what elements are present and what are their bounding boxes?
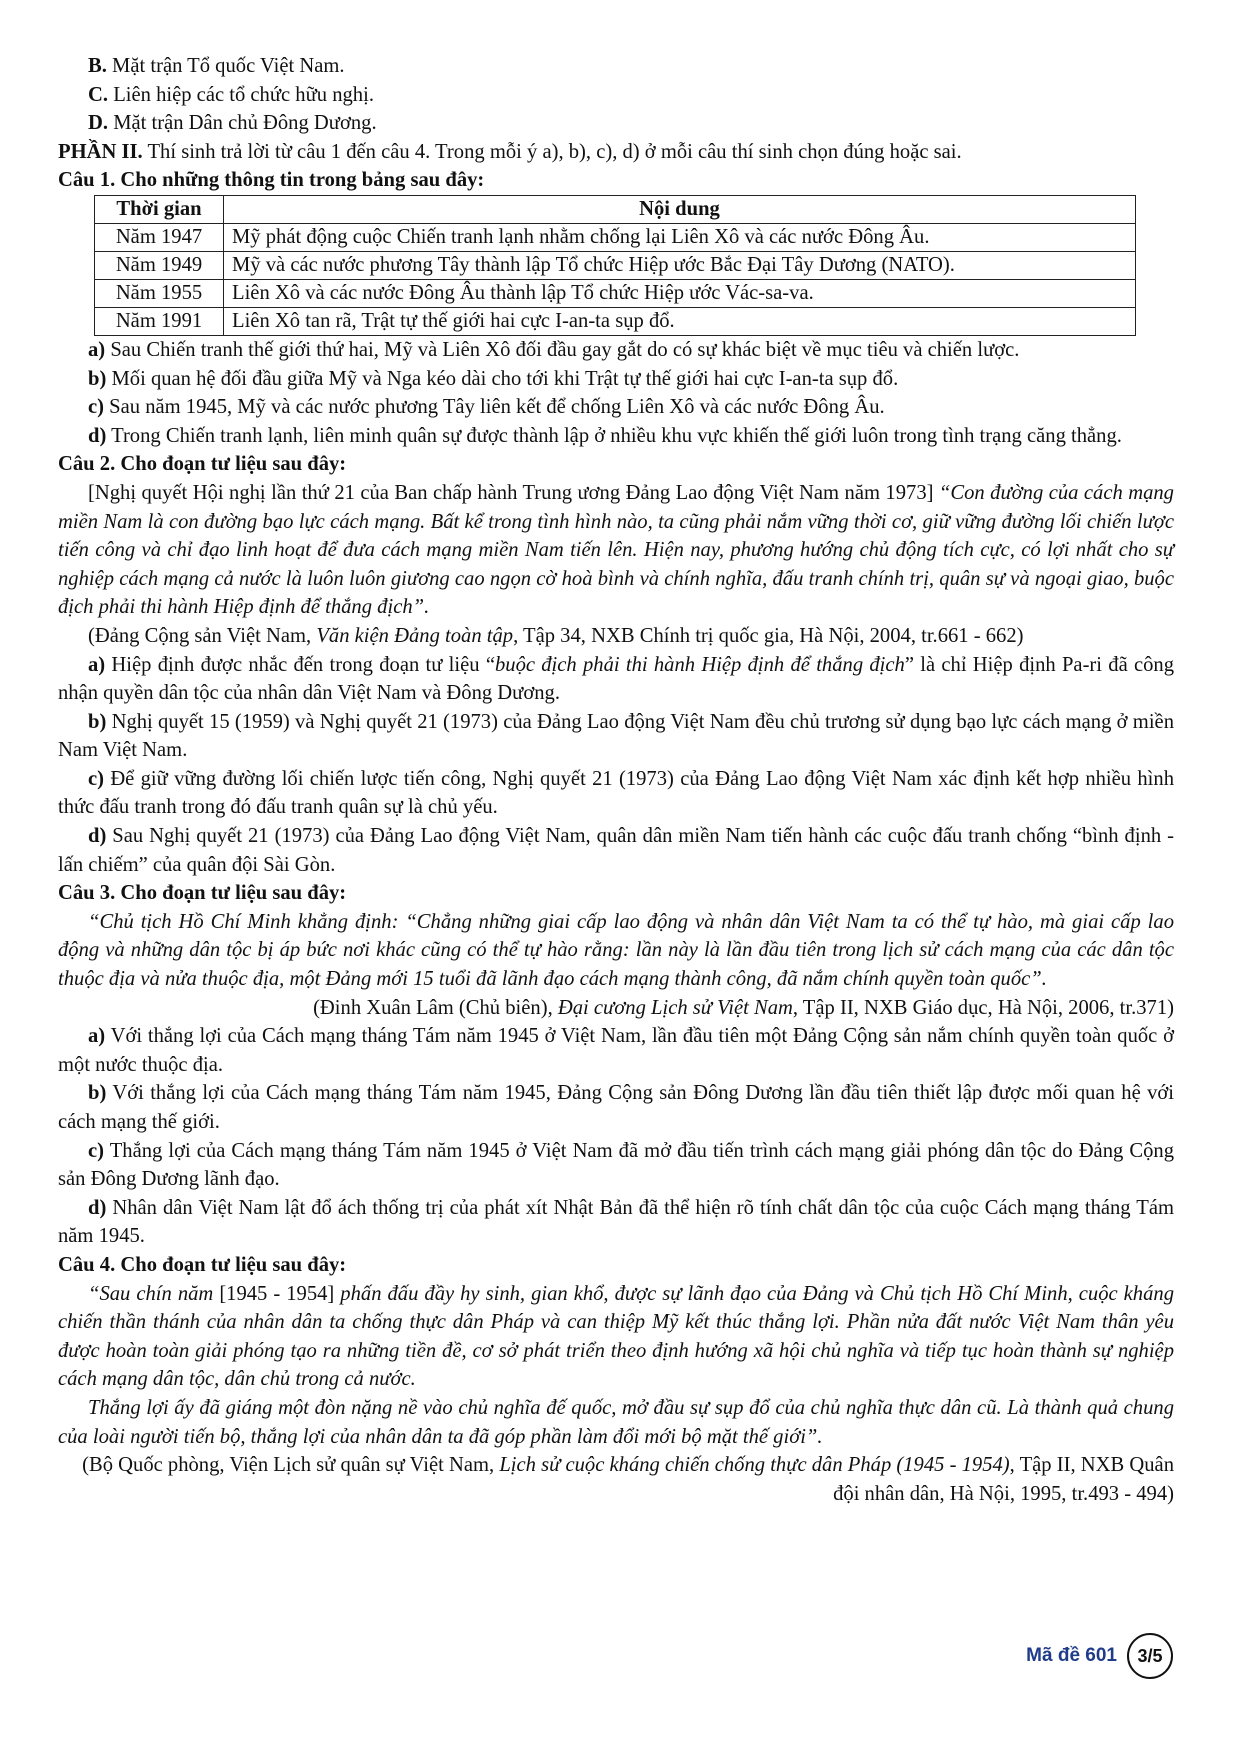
page-number: 3/5 xyxy=(1127,1633,1173,1679)
table-row xyxy=(95,279,1136,307)
table-row xyxy=(95,307,1136,335)
table-cell-content: Liên Xô tan rã, Trật tự thế giới hai cực I-an-ta sụp đổ. xyxy=(224,307,1136,335)
q1-statement-d: d) Trong Chiến tranh lạnh, liên minh quân sự được thành lập ở nhiều khu vực khiến thế giới luôn trong tình trạng căng thẳng. xyxy=(88,424,1122,447)
option-c: C. Liên hiệp các tổ chức hữu nghị. xyxy=(88,83,374,106)
q2-citation: (Đảng Cộng sản Việt Nam, Văn kiện Đảng toàn tập, Tập 34, NXB Chính trị quốc gia, Hà Nội, 2004, tr.661 - 662) xyxy=(88,624,1024,647)
exam-page xyxy=(58,52,1174,1508)
q3-source-passage: “Chủ tịch Hồ Chí Minh khẳng định: “Chẳng những giai cấp lao động và nhân dân Việt Nam ta có thể tự hào, mà giai cấp lao động và những dân tộc bị áp bức nơi khác cũng có thể tự hào rằng: lần này là lần đầu tiên trong lịch sử cách mạng của các dân tộc thuộc địa và nửa thuộc địa, một Đảng mới 15 tuổi đã lãnh đạo cách mạng thành công, đã nắm chính quyền toàn quốc”. xyxy=(58,910,1174,991)
q2-statement-b: b) Nghị quyết 15 (1959) và Nghị quyết 21 (1973) của Đảng Lao động Việt Nam đều chủ trương sử dụng bạo lực cách mạng ở miền Nam Việt Nam. xyxy=(58,710,1174,762)
exam-code: Mã đề 601 xyxy=(1026,1645,1117,1666)
q2-statement-a: a) Hiệp định được nhắc đến trong đoạn tư liệu “buộc địch phải thi hành Hiệp định để thắng địch” là chỉ Hiệp định Pa-ri đã công nhận quyền dân tộc của nhân dân Việt Nam và Đông Dương. xyxy=(58,653,1175,705)
q3-statement-a: a) Với thắng lợi của Cách mạng tháng Tám năm 1945 ở Việt Nam, lần đầu tiên một Đảng Cộng sản nắm chính quyền toàn quốc ở một nước thuộc địa. xyxy=(58,1025,1174,1076)
timeline-table xyxy=(94,195,1136,336)
q4-source-passage-2: Thắng lợi ấy đã giáng một đòn nặng nề vào chủ nghĩa đế quốc, mở đầu sự sụp đổ của chủ nghĩa thực dân cũ. Là thành quả chung của loài người tiến bộ, thắng lợi của nhân dân ta đã góp phần làm đổi mới bộ mặt thế giới”. xyxy=(58,1396,1174,1448)
table-cell-content: Liên Xô và các nước Đông Âu thành lập Tổ chức Hiệp ước Vác-sa-va. xyxy=(224,279,1136,307)
q2-source-passage: [Nghị quyết Hội nghị lần thứ 21 của Ban chấp hành Trung ương Đảng Lao động Việt Nam năm 1973] “Con đường của cách mạng miền Nam là con đường bạo lực cách mạng. Bất kể trong tình hình nào, ta cũng phải nắm vững thời cơ, giữ vững đường lối chiến lược tiến công và chỉ đạo linh hoạt để đưa cách mạng miền Nam tiến lên. Hiện nay, phương hướng chủ động tích cực, có lợi nhất cho sự nghiệp cách mạng cả nước là luôn luôn giương cao ngọn cờ hoà bình và chính nghĩa, đấu tranh chính trị, quân sự và ngoại giao, buộc địch phải thi hành Hiệp định để thắng địch”. xyxy=(58,481,1174,619)
table-cell-year: Năm 1947 xyxy=(95,223,224,251)
q1-statement-b: b) Mối quan hệ đối đầu giữa Mỹ và Nga kéo dài cho tới khi Trật tự thế giới hai cực I-an-ta sụp đổ. xyxy=(88,367,899,390)
table-header-row xyxy=(95,195,1136,223)
table-header-time: Thời gian xyxy=(95,195,224,223)
q2-statement-d: d) Sau Nghị quyết 21 (1973) của Đảng Lao động Việt Nam, quân dân miền Nam tiến hành các cuộc đấu tranh chống “bình định - lấn chiếm” của quân đội Sài Gòn. xyxy=(58,825,1174,876)
question-3-title: Câu 3. Cho đoạn tư liệu sau đây: xyxy=(58,882,347,905)
question-1-title: Câu 1. Cho những thông tin trong bảng sau đây: xyxy=(58,169,485,192)
question-4-title: Câu 4. Cho đoạn tư liệu sau đây: xyxy=(58,1253,347,1276)
table-cell-content: Mỹ phát động cuộc Chiến tranh lạnh nhằm chống lại Liên Xô và các nước Đông Âu. xyxy=(224,223,1136,251)
q4-citation: (Bộ Quốc phòng, Viện Lịch sử quân sự Việt Nam, Lịch sử cuộc kháng chiến chống thực dân Pháp (1945 - 1954), Tập II, NXB Quân đội nhân dân, Hà Nội, 1995, tr.493 - 494) xyxy=(82,1454,1174,1505)
q3-citation: (Đinh Xuân Lâm (Chủ biên), Đại cương Lịch sử Việt Nam, Tập II, NXB Giáo dục, Hà Nội, 2006, tr.371) xyxy=(313,996,1174,1019)
table-cell-year: Năm 1955 xyxy=(95,279,224,307)
table-header-content: Nội dung xyxy=(224,195,1136,223)
table-cell-content: Mỹ và các nước phương Tây thành lập Tổ chức Hiệp ước Bắc Đại Tây Dương (NATO). xyxy=(224,251,1136,279)
part-2-heading: PHẦN II. Thí sinh trả lời từ câu 1 đến câu 4. Trong mỗi ý a), b), c), d) ở mỗi câu thí sinh chọn đúng hoặc sai. xyxy=(58,140,962,163)
table-cell-year: Năm 1949 xyxy=(95,251,224,279)
option-d: D. Mặt trận Dân chủ Đông Dương. xyxy=(88,112,377,135)
q3-statement-b: b) Với thắng lợi của Cách mạng tháng Tám năm 1945, Đảng Cộng sản Đông Dương lần đầu tiên thiết lập được mối quan hệ với cách mạng thế giới. xyxy=(58,1082,1174,1133)
q3-statement-c: c) Thắng lợi của Cách mạng tháng Tám năm 1945 ở Việt Nam đã mở đầu tiến trình cách mạng giải phóng dân tộc do Đảng Cộng sản Đông Dương lãnh đạo. xyxy=(58,1139,1174,1191)
q4-source-passage: “Sau chín năm [1945 - 1954] phấn đấu đầy hy sinh, gian khổ, được sự lãnh đạo của Đảng và Chủ tịch Hồ Chí Minh, cuộc kháng chiến thần thánh của nhân dân ta chống thực dân Pháp và can thiệp Mỹ kết thúc thắng lợi. Phần nửa đất nước Việt Nam thân yêu được hoàn toàn giải phóng tạo ra những tiền đề, cơ sở phát triển theo định hướng xã hội chủ nghĩa và tiếp tục hoàn thành sự nghiệp cách mạng dân tộc, dân chủ trong cả nước. xyxy=(58,1282,1174,1391)
table-cell-year: Năm 1991 xyxy=(95,307,224,335)
question-2-title: Câu 2. Cho đoạn tư liệu sau đây: xyxy=(58,453,347,476)
table-row xyxy=(95,223,1136,251)
q1-statement-a: a) Sau Chiến tranh thế giới thứ hai, Mỹ và Liên Xô đối đầu gay gắt do có sự khác biệt về mục tiêu và chiến lược. xyxy=(88,338,1020,361)
q3-statement-d: d) Nhân dân Việt Nam lật đổ ách thống trị của phát xít Nhật Bản đã thể hiện rõ tính chất dân tộc của cuộc Cách mạng tháng Tám năm 1945. xyxy=(58,1196,1174,1248)
table-row xyxy=(95,251,1136,279)
page-footer xyxy=(1026,1633,1173,1679)
q2-statement-c: c) Để giữ vững đường lối chiến lược tiến công, Nghị quyết 21 (1973) của Đảng Lao động Việt Nam xác định kết hợp nhiều hình thức đấu tranh trong đó đấu tranh quân sự là chủ yếu. xyxy=(58,767,1174,819)
q1-statement-c: c) Sau năm 1945, Mỹ và các nước phương Tây liên kết để chống Liên Xô và các nước Đông Âu. xyxy=(88,396,885,419)
option-b: B. Mặt trận Tổ quốc Việt Nam. xyxy=(88,55,345,77)
